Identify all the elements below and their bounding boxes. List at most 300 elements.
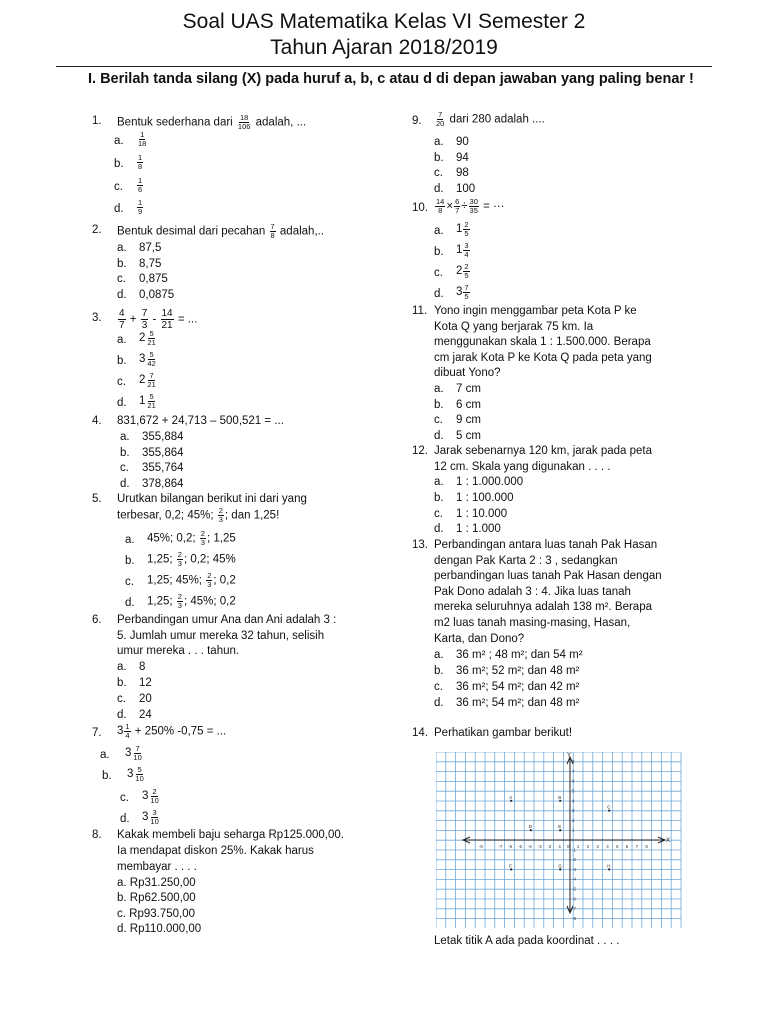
operator: + (129, 313, 137, 326)
numerator: 2 (464, 220, 469, 229)
option-letter: c. (117, 693, 126, 705)
option-value: 87,5 (139, 242, 162, 254)
fraction (237, 114, 252, 131)
title-line-1: Soal UAS Matematika Kelas VI Semester 2 (182, 10, 586, 33)
denominator: 9 (138, 207, 143, 216)
numerator: 5 (137, 765, 142, 774)
numerator: 18 (240, 113, 249, 122)
point-label: E (558, 824, 562, 830)
option-letter: a. (117, 242, 127, 254)
option-letter: c. (114, 181, 123, 193)
question-text-post: = ... (177, 313, 198, 326)
whole-number: 3 (142, 810, 149, 823)
numerator: 7 (464, 283, 469, 292)
question-text-line: dengan Pak Karta 2 : 3 , sedangkan (434, 555, 618, 567)
option-part: ; 1,25 (206, 532, 236, 545)
option-letter: b. (434, 665, 444, 677)
option-letter: c. (117, 273, 126, 285)
fraction (218, 507, 224, 524)
option-letter: b. (114, 158, 124, 170)
y-tick-label: 7 (572, 768, 575, 774)
question-text-line: Urutkan bilangan berikut ini dari yang (117, 493, 307, 505)
question-number: 11. (412, 305, 428, 317)
option-letter: c. (117, 376, 126, 388)
numerator: 4 (119, 308, 125, 319)
x-tick-label: 7 (635, 844, 639, 849)
x-tick-label: 4 (606, 844, 609, 849)
point-marker (510, 868, 512, 870)
question-text (117, 114, 306, 131)
y-tick-label: -8 (572, 915, 577, 921)
option-letter: c. (434, 414, 443, 426)
fraction (463, 284, 469, 301)
option[interactable]: c. Rp93.750,00 (117, 908, 196, 920)
question-text (434, 111, 545, 128)
option-value: 36 m²; 52 m²; dan 48 m² (456, 665, 580, 677)
numerator: 14 (161, 308, 173, 319)
numerator: 1 (138, 198, 143, 207)
y-tick-label: -5 (572, 886, 577, 892)
option-value: 98 (456, 167, 469, 179)
y-tick-label: -6 (572, 896, 577, 902)
point-label: D (528, 824, 533, 830)
question-number: 2. (92, 224, 102, 236)
y-tick-label: -4 (572, 876, 577, 882)
numerator: 1 (140, 130, 145, 139)
denominator: 8 (138, 162, 143, 171)
option-part: 1,25; (147, 595, 173, 608)
option-value: 1 : 10.000 (456, 508, 508, 520)
option-letter: a. (114, 135, 124, 147)
option-value: 355,864 (142, 447, 184, 459)
y-tick-label: 5 (572, 788, 575, 794)
denominator: 3 (177, 559, 182, 568)
x-tick-label: 3 (596, 844, 599, 849)
option-letter: d. (117, 289, 127, 301)
denominator: 3 (200, 538, 205, 547)
question-text-line: Perbandingan umur Ana dan Ani adalah 3 : (117, 614, 337, 626)
fraction (270, 223, 276, 240)
option-value: 94 (456, 152, 469, 164)
point-marker (530, 829, 532, 831)
y-tick-label: 1 (572, 827, 575, 833)
question-text (117, 723, 226, 740)
y-tick-label: -3 (572, 866, 577, 872)
option-letter: d. (434, 430, 444, 442)
denominator: 6 (138, 185, 143, 194)
x-tick-label: -6 (508, 844, 513, 849)
option-letter: d. (434, 523, 444, 535)
whole-number: 3 (117, 724, 124, 737)
whole-number: 2 (139, 331, 146, 344)
point-label: G (558, 863, 562, 869)
option-letter: c. (434, 267, 443, 279)
option-letter: d. (117, 709, 127, 721)
option-letter: d. (434, 288, 444, 300)
option-letter: a. (100, 749, 110, 761)
option-part: 1,25; (147, 553, 173, 566)
question-number: 3. (92, 312, 102, 324)
option-value: 5 cm (456, 430, 481, 442)
whole-number: 3 (142, 789, 149, 802)
question-text-line: menggunakan skala 1 : 1.500.000. Berapa (434, 336, 651, 348)
whole-number: 3 (125, 746, 132, 759)
point-label: H (607, 863, 611, 869)
question-text-line: membayar . . . . (117, 861, 197, 873)
option-value: 20 (139, 693, 152, 705)
denominator: 10 (150, 796, 159, 805)
question-number: 7. (92, 727, 102, 739)
x-tick-label: 5 (616, 844, 619, 849)
option-letter: a. (434, 649, 444, 661)
fraction (177, 551, 183, 568)
question-number: 1. (92, 115, 102, 127)
question-text-line: mereka seluruhnya adalah 138 m². Berapa (434, 601, 652, 613)
option-letter: a. (434, 476, 444, 488)
x-tick-label: -4 (527, 844, 532, 849)
numerator: 1 (138, 153, 143, 162)
option-value: 12 (139, 677, 152, 689)
question-text-line: Kota Q yang berjarak 75 km. Ia (434, 321, 594, 333)
fraction (177, 593, 183, 610)
option-value: 8,75 (139, 258, 162, 270)
option[interactable]: b. Rp62.500,00 (117, 892, 196, 904)
x-tick-label: 2 (586, 844, 590, 849)
question-number: 8. (92, 829, 102, 841)
question-text-line: 12 cm. Skala yang digunakan . . . . (434, 461, 611, 473)
numerator: 30 (469, 197, 478, 206)
fraction (146, 393, 156, 410)
question-text-line: perbandingan luas tanah Pak Hasan dengan (434, 570, 662, 582)
question-number: 14. (412, 727, 428, 739)
whole-number: 1 (456, 222, 463, 235)
option-value: 36 m² ; 48 m²; dan 54 m² (456, 649, 583, 661)
denominator: 7 (119, 320, 125, 331)
point-label: B (558, 794, 562, 800)
x-tick-label: 8 (645, 844, 648, 849)
denominator: 4 (464, 250, 469, 259)
option-value: 355,764 (142, 462, 184, 474)
option-value: 36 m²; 54 m²; dan 48 m² (456, 697, 580, 709)
option-letter: b. (434, 492, 444, 504)
question-text-line (117, 507, 279, 524)
y-tick-label: 2 (572, 817, 575, 823)
question-text-post: = ··· (483, 200, 505, 213)
option-letter: c. (434, 681, 443, 693)
option-part: ; 0,2 (213, 574, 236, 587)
y-tick-label: 6 (572, 778, 575, 784)
question-number: 12. (412, 445, 428, 457)
fraction (146, 351, 156, 368)
option-value: 1 : 100.000 (456, 492, 514, 504)
point-marker (559, 800, 561, 802)
whole-number: 1 (139, 394, 146, 407)
whole-number: 1 (456, 243, 463, 256)
numerator: 14 (436, 197, 445, 206)
question-text: Letak titik A ada pada koordinat . . . . (434, 935, 620, 947)
numerator: 7 (270, 222, 275, 231)
question-text-pre: Bentuk sederhana dari (117, 116, 233, 129)
point-label: A (509, 794, 513, 800)
numerator: 1 (125, 722, 130, 731)
numerator: 2 (218, 506, 223, 515)
numerator: 5 (149, 350, 154, 359)
option-value: 90 (456, 136, 469, 148)
option-value: 100 (456, 183, 476, 195)
question-text-part: terbesar, 0,2; 45%; (117, 509, 214, 522)
question-text: Perhatikan gambar berikut! (434, 727, 573, 739)
denominator: 35 (469, 206, 478, 215)
question-text-line: cm jarak Kota P ke Kota Q pada peta yang (434, 352, 652, 364)
fraction (137, 131, 147, 148)
fraction (141, 308, 149, 331)
fraction (469, 198, 479, 215)
x-tick-label: 0 (567, 844, 570, 849)
question-text-pre: Bentuk desimal dari pecahan (117, 225, 266, 238)
fraction (132, 745, 142, 762)
coordinate-grid (436, 752, 682, 928)
denominator: 10 (150, 817, 159, 826)
option-letter: d. (434, 697, 444, 709)
numerator: 7 (141, 308, 148, 319)
fraction (137, 154, 143, 171)
numerator: 6 (455, 197, 460, 206)
denominator: 106 (237, 122, 251, 131)
fraction (118, 308, 126, 331)
y-tick-label: -2 (572, 857, 577, 863)
denominator: 5 (464, 271, 469, 280)
question-number: 13. (412, 539, 428, 551)
option-value: 1 : 1.000.000 (456, 476, 524, 488)
question-text-line: dibuat Yono? (434, 367, 501, 379)
question-text-post: adalah, ... (255, 116, 307, 129)
question-text-line: Jarak sebenarnya 120 km, jarak pada peta (434, 445, 652, 457)
fraction (200, 530, 206, 547)
option-value: 7 cm (456, 383, 481, 395)
question-text-line: Karta, dan Dono? (434, 633, 525, 645)
fraction (463, 221, 469, 238)
question-text-line: Yono ingin menggambar peta Kota P ke (434, 305, 637, 317)
denominator: 20 (436, 119, 445, 128)
x-tick-label: 6 (625, 844, 629, 849)
numerator: 2 (177, 550, 182, 559)
denominator: 8 (270, 231, 275, 240)
question-number: 6. (92, 614, 102, 626)
denominator: 3 (207, 580, 212, 589)
option-value: 0,875 (139, 273, 168, 285)
question-text (434, 198, 505, 215)
question-text (117, 308, 197, 331)
y-tick-label: -7 (572, 906, 577, 912)
option-letter: a. (117, 661, 127, 673)
question-number: 10. (412, 202, 428, 214)
operator: - (152, 313, 157, 326)
question-text-line: Ia mendapat diskon 25%. Kakak harus (117, 845, 314, 857)
fraction (435, 198, 445, 215)
numerator: 7 (438, 110, 443, 119)
option-part: ; 0,2; 45% (183, 553, 236, 566)
question-number: 5. (92, 493, 102, 505)
option-value: 24 (139, 709, 152, 721)
question-text-line: Pak Dono adalah 3 : 4. Jika luas tanah (434, 586, 631, 598)
option-letter: d. (117, 397, 127, 409)
numerator: 5 (149, 329, 154, 338)
option-letter: a. (125, 534, 135, 546)
fraction (146, 330, 156, 347)
question-text-post: + 250% -0,75 = ... (134, 725, 227, 738)
point-label: C (607, 804, 611, 810)
option-letter: a. (117, 334, 127, 346)
x-tick-label: 1 (576, 844, 580, 849)
option-part: 45%; 0,2; (147, 532, 196, 545)
denominator: 7 (455, 206, 460, 215)
option-value: 6 cm (456, 399, 481, 411)
numerator: 3 (152, 808, 157, 817)
option-part: ; 45%; 0,2 (183, 595, 236, 608)
y-axis-label: Y (567, 753, 572, 759)
numerator: 2 (200, 529, 205, 538)
option-value: 0,0875 (139, 289, 175, 301)
question-text-line: Perbandingan antara luas tanah Pak Hasan (434, 539, 658, 551)
option[interactable]: d. Rp110.000,00 (117, 923, 202, 935)
option-letter: d. (120, 478, 130, 490)
denominator: 8 (438, 206, 443, 215)
fraction (206, 572, 212, 589)
question-text-line: umur mereka . . . tahun. (117, 645, 240, 657)
fraction (146, 372, 156, 389)
numerator: 7 (135, 744, 140, 753)
fraction (435, 111, 445, 128)
option-letter: b. (434, 399, 444, 411)
y-tick-label: -1 (572, 847, 577, 853)
option-letter: d. (120, 813, 130, 825)
option-value: 378,864 (142, 478, 184, 490)
option-letter: d. (434, 183, 444, 195)
coordinate-grid-svg (436, 752, 682, 928)
option-letter: c. (125, 576, 134, 588)
x-tick-label: -3 (537, 844, 542, 849)
point-label: F (509, 863, 512, 869)
fraction (149, 809, 159, 826)
denominator: 21 (161, 320, 173, 331)
denominator: 18 (138, 139, 147, 148)
point-marker (608, 868, 610, 870)
numerator: 7 (149, 371, 154, 380)
fraction (161, 308, 174, 331)
y-tick-label: 3 (572, 808, 575, 814)
denominator: 21 (147, 338, 156, 347)
denominator: 3 (141, 320, 148, 331)
option-letter: c. (434, 167, 443, 179)
question-text-line: 5. Jumlah umur mereka 32 tahun, selisih (117, 630, 325, 642)
denominator: 4 (125, 731, 130, 740)
instruction-text: I. Berilah tanda silang (X) pada huruf a, b, c atau d di depan jawaban yang paling benar ! (88, 71, 694, 87)
numerator: 2 (152, 787, 157, 796)
fraction (124, 723, 130, 740)
x-tick-label: -9 (478, 844, 483, 849)
option[interactable]: a. Rp31.250,00 (117, 877, 196, 889)
fraction (463, 242, 469, 259)
option-part: 1,25; 45%; (147, 574, 202, 587)
option-letter: b. (117, 258, 127, 270)
option-letter: d. (125, 597, 135, 609)
option-letter: c. (120, 792, 129, 804)
option-letter: b. (125, 555, 135, 567)
option-letter: c. (434, 508, 443, 520)
fraction (463, 263, 469, 280)
numerator: 2 (177, 592, 182, 601)
option-value: 9 cm (456, 414, 481, 426)
option-letter: b. (117, 677, 127, 689)
option-letter: a. (434, 136, 444, 148)
fraction (137, 199, 143, 216)
point-marker (608, 810, 610, 812)
option-letter: b. (434, 152, 444, 164)
point-marker (559, 829, 561, 831)
title-line-2: Tahun Ajaran 2018/2019 (270, 36, 498, 59)
option-value: 8 (139, 661, 146, 673)
x-tick-label: -2 (547, 844, 552, 849)
option-letter: b. (434, 246, 444, 258)
question-text-post: dari 280 adalah .... (449, 113, 545, 126)
numerator: 1 (138, 176, 143, 185)
question-text (117, 223, 324, 240)
option-letter: a. (434, 225, 444, 237)
y-tick-label: 8 (572, 759, 575, 765)
option-letter: d. (114, 203, 124, 215)
x-tick-label: -7 (498, 844, 503, 849)
option-letter: b. (117, 355, 127, 367)
option-letter: a. (120, 431, 130, 443)
whole-number: 3 (127, 767, 134, 780)
whole-number: 2 (139, 373, 146, 386)
denominator: 5 (464, 229, 469, 238)
operator: × (446, 200, 454, 213)
header-divider (56, 66, 712, 67)
point-marker (510, 800, 512, 802)
numerator: 2 (464, 262, 469, 271)
option-value: 1 : 1.000 (456, 523, 501, 535)
question-number: 4. (92, 415, 102, 427)
whole-number: 3 (139, 352, 146, 365)
question-text-part: ; dan 1,25! (224, 509, 280, 522)
fraction (134, 766, 144, 783)
denominator: 21 (147, 380, 156, 389)
fraction (149, 788, 159, 805)
numerator: 5 (149, 392, 154, 401)
x-axis-label: X (666, 838, 671, 844)
option-letter: a. (434, 383, 444, 395)
fraction (454, 198, 460, 215)
question-number: 9. (412, 115, 422, 127)
option-letter: c. (120, 462, 129, 474)
denominator: 10 (133, 753, 142, 762)
question-text-line: Kakak membeli baju seharga Rp125.000,00. (117, 829, 344, 841)
numerator: 2 (207, 571, 212, 580)
denominator: 42 (147, 359, 156, 368)
denominator: 21 (147, 401, 156, 410)
option-letter: b. (120, 447, 130, 459)
numerator: 3 (464, 241, 469, 250)
whole-number: 2 (456, 264, 463, 277)
option-value: 355,884 (142, 431, 184, 443)
whole-number: 3 (456, 285, 463, 298)
fraction (137, 177, 143, 194)
denominator: 5 (464, 292, 469, 301)
denominator: 10 (135, 774, 144, 783)
question-text-post: adalah,.. (279, 225, 325, 238)
operator: ÷ (461, 200, 468, 213)
